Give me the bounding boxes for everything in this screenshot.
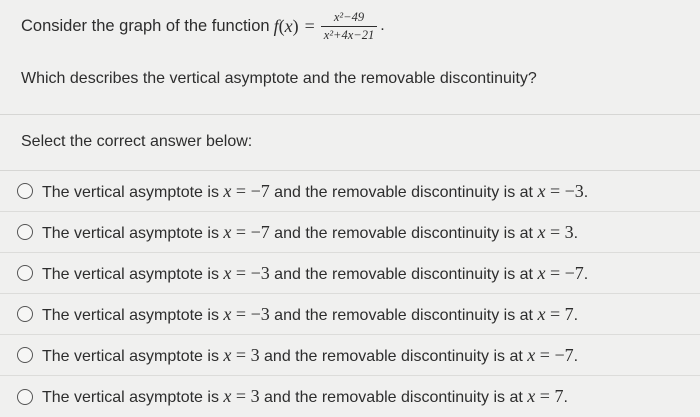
radio-button[interactable]	[17, 183, 33, 199]
option-end: .	[573, 347, 579, 365]
option-lead: The vertical asymptote is	[42, 183, 219, 201]
radio-button[interactable]	[17, 306, 33, 322]
radio-button[interactable]	[17, 265, 33, 281]
option-equals: =	[235, 180, 247, 201]
select-answer-label: Select the correct answer below:	[21, 133, 253, 150]
option-rd-value: −7	[564, 262, 584, 283]
option-rd-value: 7	[554, 386, 564, 406]
option-label	[42, 222, 578, 243]
option-variable: x	[537, 262, 546, 283]
option-rd-value: 7	[564, 303, 574, 324]
option-mid: and the removable discontinuity is at	[264, 389, 523, 406]
option-variable: x	[537, 180, 546, 201]
function-name: f	[273, 15, 279, 36]
option-va-value: 3	[250, 386, 260, 406]
option-variable: x	[223, 386, 232, 406]
answer-option[interactable]	[0, 212, 700, 253]
option-equals: =	[539, 386, 550, 406]
option-va-value: 3	[250, 344, 260, 365]
option-rd-value: 3	[564, 221, 574, 242]
option-equals: =	[539, 344, 550, 365]
answer-option[interactable]	[0, 376, 700, 417]
question-prefix: Consider the graph of the function	[21, 16, 270, 35]
option-variable: x	[527, 386, 536, 406]
answer-option[interactable]	[0, 294, 700, 335]
option-lead: The vertical asymptote is	[42, 389, 219, 406]
option-label	[42, 345, 578, 366]
option-equals: =	[235, 221, 247, 242]
question-prompt: Which describes the vertical asymptote and the removable discontinuity?	[21, 70, 537, 87]
option-lead: The vertical asymptote is	[42, 347, 219, 365]
option-equals: =	[549, 180, 561, 201]
answer-option[interactable]	[0, 335, 700, 376]
option-end: .	[573, 306, 579, 324]
fraction-numerator: x²−49	[333, 10, 365, 24]
function-equals: =	[304, 15, 315, 36]
option-label	[42, 263, 588, 284]
option-end: .	[573, 224, 579, 242]
option-va-value: −3	[250, 262, 270, 283]
option-equals: =	[549, 221, 561, 242]
function-notation: f(x)	[273, 15, 299, 36]
question-suffix: .	[380, 17, 385, 34]
option-va-equation	[223, 181, 269, 201]
option-lead: The vertical asymptote is	[42, 224, 219, 242]
option-mid: and the removable discontinuity is at	[274, 183, 533, 201]
option-equals: =	[549, 303, 561, 324]
option-end: .	[563, 389, 568, 406]
option-rd-equation	[527, 345, 573, 365]
option-mid: and the removable discontinuity is at	[274, 265, 533, 283]
option-variable: x	[223, 180, 232, 201]
option-label	[42, 304, 578, 325]
option-rd-value: −3	[564, 180, 584, 201]
option-mid: and the removable discontinuity is at	[264, 347, 523, 365]
fraction-denominator: x²+4x−21	[323, 27, 375, 42]
option-lead: The vertical asymptote is	[42, 265, 219, 283]
option-equals: =	[235, 344, 247, 365]
option-equals: =	[235, 262, 247, 283]
option-mid: and the removable discontinuity is at	[274, 224, 533, 242]
option-rd-equation	[537, 222, 573, 242]
option-rd-equation	[537, 263, 583, 283]
option-variable: x	[223, 262, 232, 283]
option-label	[42, 181, 588, 202]
function-variable: x	[284, 15, 293, 36]
question-text	[21, 9, 385, 43]
option-va-equation	[223, 304, 269, 324]
option-va-equation	[223, 222, 269, 242]
option-variable: x	[223, 221, 232, 242]
option-mid: and the removable discontinuity is at	[274, 306, 533, 324]
option-rd-equation	[527, 386, 563, 406]
option-variable: x	[223, 344, 232, 365]
option-va-value: −7	[250, 221, 270, 242]
option-variable: x	[527, 344, 536, 365]
option-rd-equation	[537, 304, 573, 324]
option-lead: The vertical asymptote is	[42, 306, 219, 324]
answer-option[interactable]	[0, 253, 700, 294]
option-va-equation	[223, 386, 259, 406]
option-end: .	[583, 265, 589, 283]
option-va-value: −3	[250, 303, 270, 324]
option-rd-equation	[537, 181, 583, 201]
option-variable: x	[537, 303, 546, 324]
option-equals: =	[549, 262, 561, 283]
option-end: .	[583, 183, 589, 201]
radio-button[interactable]	[17, 347, 33, 363]
option-va-value: −7	[250, 180, 270, 201]
radio-button[interactable]	[17, 224, 33, 240]
option-va-equation	[223, 345, 259, 365]
option-equals: =	[235, 303, 247, 324]
option-variable: x	[223, 303, 232, 324]
answer-option[interactable]	[0, 171, 700, 212]
function-fraction	[321, 11, 377, 41]
option-equals: =	[235, 386, 247, 406]
section-divider	[0, 114, 700, 115]
answer-options	[0, 171, 700, 417]
option-variable: x	[537, 221, 546, 242]
option-label	[42, 386, 568, 407]
radio-button[interactable]	[17, 389, 33, 405]
option-rd-value: −7	[554, 344, 574, 365]
option-va-equation	[223, 263, 269, 283]
